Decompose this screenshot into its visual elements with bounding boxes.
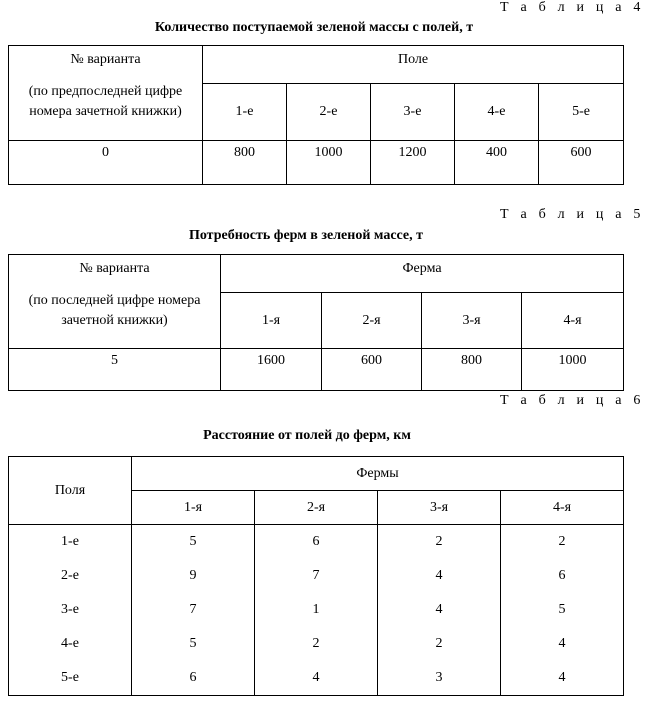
table6-value: 6 xyxy=(132,661,255,696)
table6-value: 2 xyxy=(255,627,378,661)
table6-value: 5 xyxy=(501,593,624,627)
table6-col-4: 4-я xyxy=(501,491,624,525)
table6-field: 5-е xyxy=(9,661,132,696)
table-row xyxy=(9,627,624,661)
table4 xyxy=(8,45,624,185)
table5-variant-note: (по последней цифре номера зачетной книжки) xyxy=(28,293,201,328)
table6-value: 7 xyxy=(255,559,378,593)
table6-field: 4-е xyxy=(9,627,132,661)
table5-variant-value: 5 xyxy=(9,349,221,391)
table6-title: Расстояние от полей до ферм, км xyxy=(203,428,411,443)
table6-value: 4 xyxy=(255,661,378,696)
table5 xyxy=(8,254,624,391)
table6-field: 1-е xyxy=(9,525,132,560)
table6-value: 3 xyxy=(378,661,501,696)
table6-value: 5 xyxy=(132,627,255,661)
table4-col-5: 5-е xyxy=(539,84,624,141)
table4-value: 1200 xyxy=(371,141,455,185)
table4-col-4: 4-е xyxy=(455,84,539,141)
table6-field: 2-е xyxy=(9,559,132,593)
table6-row-header: Поля xyxy=(9,457,132,525)
table4-variant-note: (по предпоследней цифре номера зачетной книжки) xyxy=(28,84,183,119)
table5-value: 1000 xyxy=(522,349,624,391)
table5-col-3: 3-я xyxy=(422,293,522,349)
table5-value: 800 xyxy=(422,349,522,391)
table4-col-3: 3-е xyxy=(371,84,455,141)
table-row xyxy=(9,559,624,593)
table6-value: 7 xyxy=(132,593,255,627)
table4-value: 1000 xyxy=(287,141,371,185)
table6-value: 6 xyxy=(501,559,624,593)
table6-number: Т а б л и ц а 6 xyxy=(500,393,645,408)
table6-col-3: 3-я xyxy=(378,491,501,525)
table6-value: 5 xyxy=(132,525,255,560)
table6 xyxy=(8,456,624,696)
table4-variant-header-cell xyxy=(9,46,203,141)
table6-value: 2 xyxy=(378,525,501,560)
table6-col-1: 1-я xyxy=(132,491,255,525)
table6-value: 1 xyxy=(255,593,378,627)
table5-variant-header: № варианта xyxy=(79,261,150,276)
table-row xyxy=(9,349,624,391)
table4-col-1: 1-е xyxy=(203,84,287,141)
table5-group-header: Ферма xyxy=(221,255,624,293)
table5-value: 1600 xyxy=(221,349,322,391)
table6-value: 4 xyxy=(378,593,501,627)
table4-number: Т а б л и ц а 4 xyxy=(500,0,645,15)
table-row xyxy=(9,593,624,627)
table4-value: 800 xyxy=(203,141,287,185)
table-row xyxy=(9,525,624,560)
table5-value: 600 xyxy=(322,349,422,391)
table5-title: Потребность ферм в зеленой массе, т xyxy=(188,228,424,243)
table6-group-header: Фермы xyxy=(132,457,624,491)
table6-value: 4 xyxy=(501,627,624,661)
table6-value: 2 xyxy=(501,525,624,560)
table4-title: Количество поступаемой зеленой массы с полей, т xyxy=(154,20,474,35)
table4-value: 400 xyxy=(455,141,539,185)
table4-group-header: Поле xyxy=(203,46,624,84)
table6-value: 2 xyxy=(378,627,501,661)
table4-variant-header: № варианта xyxy=(70,52,141,67)
table5-col-4: 4-я xyxy=(522,293,624,349)
table-row xyxy=(9,661,624,696)
table4-variant-value: 0 xyxy=(9,141,203,185)
table4-col-2: 2-е xyxy=(287,84,371,141)
table4-value: 600 xyxy=(539,141,624,185)
table5-variant-header-cell xyxy=(9,255,221,349)
table-row xyxy=(9,141,624,185)
table6-value: 9 xyxy=(132,559,255,593)
table6-field: 3-е xyxy=(9,593,132,627)
table6-value: 6 xyxy=(255,525,378,560)
table6-value: 4 xyxy=(501,661,624,696)
table5-col-1: 1-я xyxy=(221,293,322,349)
table5-number: Т а б л и ц а 5 xyxy=(500,207,645,222)
table5-col-2: 2-я xyxy=(322,293,422,349)
table6-col-2: 2-я xyxy=(255,491,378,525)
table6-value: 4 xyxy=(378,559,501,593)
